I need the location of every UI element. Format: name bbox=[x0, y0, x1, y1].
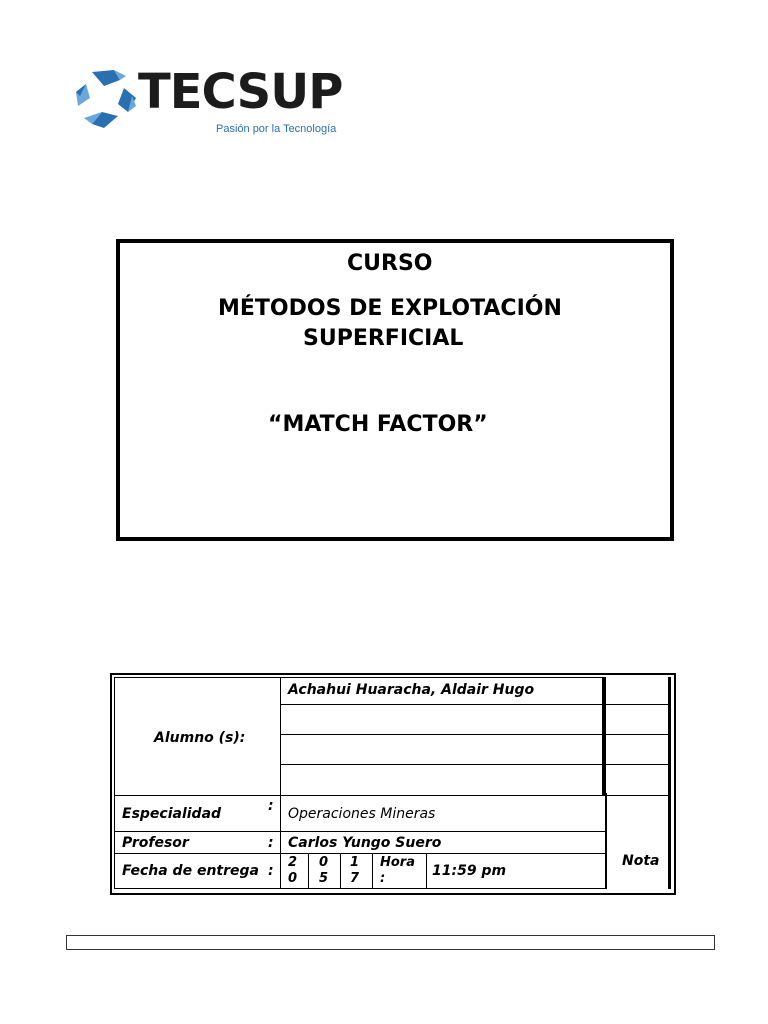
tecsup-emblem-icon bbox=[74, 66, 138, 132]
divider bbox=[602, 677, 606, 795]
curso-label: CURSO bbox=[347, 251, 433, 276]
divider bbox=[340, 853, 341, 889]
cover-title-box bbox=[116, 239, 674, 541]
divider bbox=[280, 734, 670, 735]
hora-label: Hora bbox=[380, 855, 415, 870]
course-name-line2: SUPERFICIAL bbox=[303, 326, 464, 351]
divider bbox=[308, 853, 309, 889]
divider bbox=[114, 795, 670, 796]
footer-bar bbox=[66, 935, 715, 950]
student-info-table bbox=[110, 673, 674, 893]
course-name-line1: MÉTODOS DE EXPLOTACIÓN bbox=[218, 296, 562, 321]
nota-label: Nota bbox=[622, 853, 660, 869]
fecha-year-digit-2: 7 bbox=[350, 871, 360, 886]
divider bbox=[426, 853, 427, 889]
profesor-colon: : bbox=[268, 835, 274, 851]
topic-title: “MATCH FACTOR” bbox=[268, 412, 488, 437]
logo-tagline: Pasión por la Tecnología bbox=[216, 123, 337, 135]
logo-wordmark: TECSUP bbox=[138, 64, 343, 120]
tecsup-logo bbox=[74, 66, 344, 138]
divider bbox=[372, 853, 373, 889]
especialidad-colon: : bbox=[268, 798, 274, 814]
divider bbox=[606, 793, 607, 889]
table-inner-border bbox=[114, 677, 606, 889]
fecha-month-digit-2: 5 bbox=[319, 871, 329, 886]
alumnos-label: Alumno (s): bbox=[154, 730, 246, 746]
profesor-value: Carlos Yungo Suero bbox=[288, 835, 442, 851]
fecha-month-digit-1: 0 bbox=[319, 855, 329, 870]
fecha-year-digit-1: 1 bbox=[350, 855, 360, 870]
hora-value: 11:59 pm bbox=[432, 863, 507, 879]
divider bbox=[280, 677, 281, 889]
fecha-colon: : bbox=[268, 863, 274, 879]
fecha-label: Fecha de entrega bbox=[122, 863, 259, 879]
fecha-day-digit-1: 2 bbox=[288, 855, 298, 870]
alumno-1: Achahui Huaracha, Aldair Hugo bbox=[288, 682, 535, 698]
divider bbox=[668, 677, 671, 889]
hora-colon: : bbox=[380, 871, 386, 886]
especialidad-label: Especialidad bbox=[122, 806, 222, 822]
especialidad-value: Operaciones Mineras bbox=[288, 806, 436, 822]
divider bbox=[114, 853, 606, 854]
divider bbox=[114, 831, 606, 832]
divider bbox=[280, 704, 670, 705]
fecha-day-digit-2: 0 bbox=[288, 871, 298, 886]
profesor-label: Profesor bbox=[122, 835, 189, 851]
divider bbox=[280, 764, 670, 765]
